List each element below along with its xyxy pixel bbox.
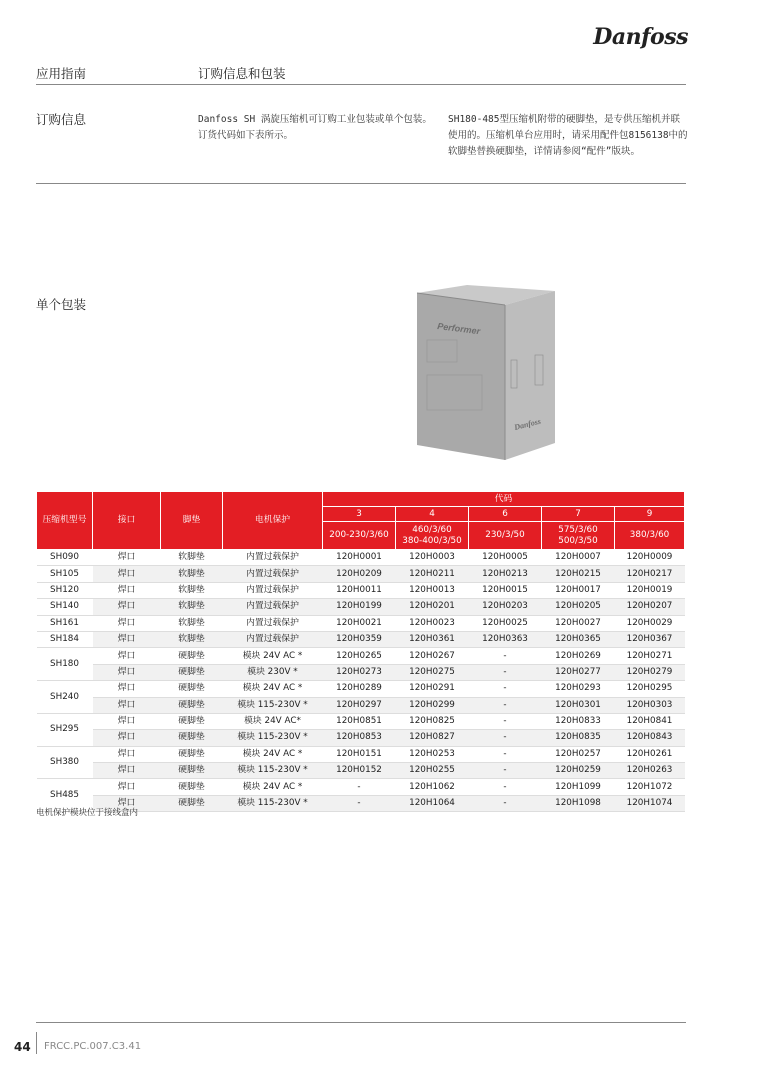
code-cell: - bbox=[323, 779, 396, 795]
code-cell: - bbox=[469, 681, 542, 697]
code-cell: 120H0199 bbox=[323, 599, 396, 615]
code-cell: 120H0025 bbox=[469, 615, 542, 631]
code-column-voltage: 575/3/60 500/3/50 bbox=[542, 522, 615, 550]
code-cell: - bbox=[469, 730, 542, 746]
ordering-paragraph-1: Danfoss SH 涡旋压缩机可订购工业包装或单个包装。订货代码如下表所示。 bbox=[198, 114, 432, 141]
connection-cell: 焊口 bbox=[93, 795, 161, 811]
table-row bbox=[37, 746, 685, 762]
code-cell: 120H0011 bbox=[323, 582, 396, 598]
code-column-number: 9 bbox=[615, 507, 685, 522]
code-cell: 120H0279 bbox=[615, 664, 685, 680]
connection-cell: 焊口 bbox=[93, 566, 161, 582]
motor-protection-cell: 模块 24V AC* bbox=[223, 713, 323, 729]
code-cell: 120H0151 bbox=[323, 746, 396, 762]
model-cell: SH184 bbox=[37, 631, 93, 647]
footer-rule bbox=[36, 1022, 686, 1023]
feet-cell: 硬脚垫 bbox=[161, 681, 223, 697]
single-pack-title: 单个包装 bbox=[36, 297, 87, 312]
col-header-connection: 接口 bbox=[93, 492, 161, 550]
code-cell: 120H0301 bbox=[542, 697, 615, 713]
table-row bbox=[37, 681, 685, 697]
code-cell: 120H0255 bbox=[396, 763, 469, 779]
motor-protection-cell: 模块 24V AC * bbox=[223, 648, 323, 664]
section-rule bbox=[36, 183, 686, 184]
code-cell: 120H0257 bbox=[542, 746, 615, 762]
code-cell: 120H0841 bbox=[615, 713, 685, 729]
feet-cell: 硬脚垫 bbox=[161, 664, 223, 680]
code-column-voltage: 380/3/60 bbox=[615, 522, 685, 550]
table-row bbox=[37, 763, 685, 779]
code-cell: 120H0271 bbox=[615, 648, 685, 664]
model-cell: SH120 bbox=[37, 582, 93, 598]
table-row bbox=[37, 730, 685, 746]
code-cell: 120H0215 bbox=[542, 566, 615, 582]
code-cell: 120H1098 bbox=[542, 795, 615, 811]
motor-protection-cell: 模块 24V AC * bbox=[223, 681, 323, 697]
motor-protection-cell: 模块 115-230V * bbox=[223, 730, 323, 746]
code-column-number: 4 bbox=[396, 507, 469, 522]
table-row bbox=[37, 550, 685, 566]
motor-protection-cell: 内置过载保护 bbox=[223, 615, 323, 631]
code-cell: 120H0203 bbox=[469, 599, 542, 615]
code-cell: 120H0843 bbox=[615, 730, 685, 746]
motor-protection-cell: 内置过载保护 bbox=[223, 631, 323, 647]
code-cell: - bbox=[469, 713, 542, 729]
code-cell: 120H0263 bbox=[615, 763, 685, 779]
code-column-number: 6 bbox=[469, 507, 542, 522]
feet-cell: 软脚垫 bbox=[161, 599, 223, 615]
code-cell: 120H0303 bbox=[615, 697, 685, 713]
col-header-feet: 脚垫 bbox=[161, 492, 223, 550]
code-cell: 120H0205 bbox=[542, 599, 615, 615]
code-cell: 120H1064 bbox=[396, 795, 469, 811]
code-cell: 120H0293 bbox=[542, 681, 615, 697]
feet-cell: 软脚垫 bbox=[161, 631, 223, 647]
model-cell: SH105 bbox=[37, 566, 93, 582]
code-cell: - bbox=[469, 746, 542, 762]
code-cell: 120H0299 bbox=[396, 697, 469, 713]
code-cell: - bbox=[469, 664, 542, 680]
col-header-motor-protection: 电机保护 bbox=[223, 492, 323, 550]
code-cell: 120H0009 bbox=[615, 550, 685, 566]
code-cell: 120H1062 bbox=[396, 779, 469, 795]
box-logo-text: Danfoss bbox=[513, 416, 542, 432]
code-cell: 120H0207 bbox=[615, 599, 685, 615]
code-cell: 120H0289 bbox=[323, 681, 396, 697]
model-cell: SH140 bbox=[37, 599, 93, 615]
connection-cell: 焊口 bbox=[93, 648, 161, 664]
code-cell: - bbox=[469, 648, 542, 664]
code-cell: 120H0267 bbox=[396, 648, 469, 664]
motor-protection-cell: 内置过载保护 bbox=[223, 599, 323, 615]
feet-cell: 硬脚垫 bbox=[161, 779, 223, 795]
code-cell: 120H0003 bbox=[396, 550, 469, 566]
code-cell: 120H0017 bbox=[542, 582, 615, 598]
header-title: 订购信息和包装 bbox=[198, 66, 286, 81]
motor-protection-cell: 内置过载保护 bbox=[223, 582, 323, 598]
motor-protection-cell: 模块 24V AC * bbox=[223, 746, 323, 762]
code-cell: 120H0027 bbox=[542, 615, 615, 631]
ordering-paragraph-2: SH180-485型压缩机附带的硬脚垫，是专供压缩机并联使用的。压缩机单台应用时，请采用配件包8156138中的软脚垫替换硬脚垫，详情请参阅“配件”版块。 bbox=[448, 114, 688, 157]
code-cell: 120H1072 bbox=[615, 779, 685, 795]
code-cell: 120H0827 bbox=[396, 730, 469, 746]
feet-cell: 硬脚垫 bbox=[161, 795, 223, 811]
code-cell: 120H0367 bbox=[615, 631, 685, 647]
table-note: 电机保护模块位于接线盒内 bbox=[36, 808, 139, 818]
connection-cell: 焊口 bbox=[93, 697, 161, 713]
code-cell: 120H0001 bbox=[323, 550, 396, 566]
model-cell: SH240 bbox=[37, 681, 93, 714]
motor-protection-cell: 内置过载保护 bbox=[223, 550, 323, 566]
danfoss-logo: Danfoss bbox=[593, 24, 688, 50]
code-cell: - bbox=[469, 795, 542, 811]
page-number: 44 bbox=[14, 1040, 31, 1054]
connection-cell: 焊口 bbox=[93, 730, 161, 746]
code-cell: 120H0269 bbox=[542, 648, 615, 664]
model-cell: SH485 bbox=[37, 779, 93, 812]
connection-cell: 焊口 bbox=[93, 763, 161, 779]
code-cell: 120H0835 bbox=[542, 730, 615, 746]
col-header-code: 代码 bbox=[323, 492, 685, 507]
code-cell: 120H0209 bbox=[323, 566, 396, 582]
code-cell: 120H0359 bbox=[323, 631, 396, 647]
code-cell: 120H0833 bbox=[542, 713, 615, 729]
motor-protection-cell: 模块 115-230V * bbox=[223, 763, 323, 779]
document-code: FRCC.PC.007.C3.41 bbox=[44, 1041, 142, 1052]
code-cell: 120H0201 bbox=[396, 599, 469, 615]
code-column-voltage: 200-230/3/60 bbox=[323, 522, 396, 550]
table-row bbox=[37, 713, 685, 729]
table-row bbox=[37, 599, 685, 615]
code-cell: 120H1099 bbox=[542, 779, 615, 795]
connection-cell: 焊口 bbox=[93, 713, 161, 729]
table-row bbox=[37, 697, 685, 713]
feet-cell: 硬脚垫 bbox=[161, 746, 223, 762]
model-cell: SH380 bbox=[37, 746, 93, 779]
code-cell: 120H0015 bbox=[469, 582, 542, 598]
ordering-codes-table bbox=[36, 491, 685, 812]
motor-protection-cell: 模块 230V * bbox=[223, 664, 323, 680]
table-row bbox=[37, 631, 685, 647]
code-cell: 120H0853 bbox=[323, 730, 396, 746]
code-cell: 120H0019 bbox=[615, 582, 685, 598]
code-cell: - bbox=[323, 795, 396, 811]
table-row bbox=[37, 566, 685, 582]
connection-cell: 焊口 bbox=[93, 681, 161, 697]
connection-cell: 焊口 bbox=[93, 582, 161, 598]
code-cell: 120H0021 bbox=[323, 615, 396, 631]
code-cell: 120H0365 bbox=[542, 631, 615, 647]
table-row bbox=[37, 582, 685, 598]
code-cell: 120H0213 bbox=[469, 566, 542, 582]
box-brand-text: Performer bbox=[436, 321, 481, 337]
motor-protection-cell: 内置过载保护 bbox=[223, 566, 323, 582]
code-column-voltage: 230/3/50 bbox=[469, 522, 542, 550]
model-cell: SH180 bbox=[37, 648, 93, 681]
code-cell: 120H0259 bbox=[542, 763, 615, 779]
code-cell: 120H0217 bbox=[615, 566, 685, 582]
table-row bbox=[37, 615, 685, 631]
code-cell: 120H0275 bbox=[396, 664, 469, 680]
motor-protection-cell: 模块 115-230V * bbox=[223, 795, 323, 811]
code-cell: 120H0253 bbox=[396, 746, 469, 762]
ordering-title: 订购信息 bbox=[36, 112, 87, 127]
col-header-model: 压缩机型号 bbox=[37, 492, 93, 550]
header-category: 应用指南 bbox=[36, 66, 87, 81]
code-cell: - bbox=[469, 763, 542, 779]
code-cell: 120H0265 bbox=[323, 648, 396, 664]
code-cell: 120H0277 bbox=[542, 664, 615, 680]
connection-cell: 焊口 bbox=[93, 779, 161, 795]
code-cell: 120H0273 bbox=[323, 664, 396, 680]
code-cell: 120H0295 bbox=[615, 681, 685, 697]
feet-cell: 硬脚垫 bbox=[161, 648, 223, 664]
connection-cell: 焊口 bbox=[93, 746, 161, 762]
code-cell: 120H0291 bbox=[396, 681, 469, 697]
code-cell: 120H0297 bbox=[323, 697, 396, 713]
table-row bbox=[37, 648, 685, 664]
connection-cell: 焊口 bbox=[93, 550, 161, 566]
feet-cell: 硬脚垫 bbox=[161, 763, 223, 779]
header-rule bbox=[36, 84, 686, 85]
connection-cell: 焊口 bbox=[93, 631, 161, 647]
code-cell: 120H0013 bbox=[396, 582, 469, 598]
code-cell: 120H1074 bbox=[615, 795, 685, 811]
feet-cell: 硬脚垫 bbox=[161, 697, 223, 713]
motor-protection-cell: 模块 115-230V * bbox=[223, 697, 323, 713]
code-column-number: 3 bbox=[323, 507, 396, 522]
connection-cell: 焊口 bbox=[93, 664, 161, 680]
feet-cell: 软脚垫 bbox=[161, 582, 223, 598]
feet-cell: 硬脚垫 bbox=[161, 713, 223, 729]
footer-divider bbox=[36, 1032, 37, 1054]
code-cell: 120H0029 bbox=[615, 615, 685, 631]
code-cell: 120H0007 bbox=[542, 550, 615, 566]
model-cell: SH090 bbox=[37, 550, 93, 566]
code-column-number: 7 bbox=[542, 507, 615, 522]
motor-protection-cell: 模块 24V AC * bbox=[223, 779, 323, 795]
code-cell: 120H0825 bbox=[396, 713, 469, 729]
code-cell: 120H0361 bbox=[396, 631, 469, 647]
code-cell: 120H0851 bbox=[323, 713, 396, 729]
code-cell: 120H0005 bbox=[469, 550, 542, 566]
code-cell: 120H0363 bbox=[469, 631, 542, 647]
code-cell: 120H0211 bbox=[396, 566, 469, 582]
code-column-voltage: 460/3/60 380-400/3/50 bbox=[396, 522, 469, 550]
connection-cell: 焊口 bbox=[93, 615, 161, 631]
feet-cell: 软脚垫 bbox=[161, 550, 223, 566]
feet-cell: 软脚垫 bbox=[161, 566, 223, 582]
feet-cell: 硬脚垫 bbox=[161, 730, 223, 746]
code-cell: 120H0152 bbox=[323, 763, 396, 779]
model-cell: SH161 bbox=[37, 615, 93, 631]
table-row bbox=[37, 779, 685, 795]
code-cell: - bbox=[469, 697, 542, 713]
code-cell: 120H0023 bbox=[396, 615, 469, 631]
packaging-box-image bbox=[415, 285, 555, 460]
model-cell: SH295 bbox=[37, 713, 93, 746]
code-cell: 120H0261 bbox=[615, 746, 685, 762]
feet-cell: 软脚垫 bbox=[161, 615, 223, 631]
connection-cell: 焊口 bbox=[93, 599, 161, 615]
table-row bbox=[37, 664, 685, 680]
code-cell: - bbox=[469, 779, 542, 795]
